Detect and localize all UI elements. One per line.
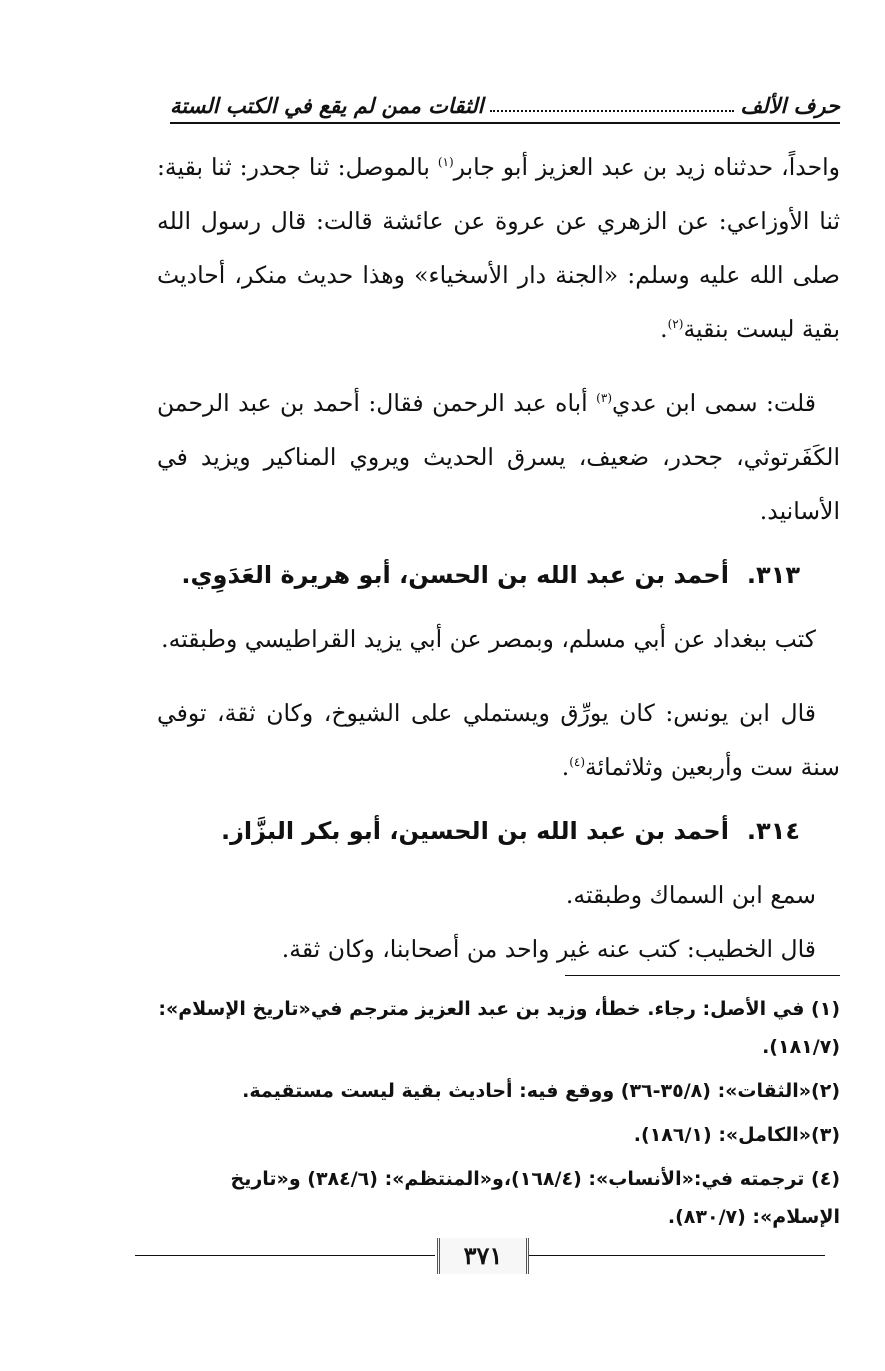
paragraph-1-text-b: بالموصل: ثنا جحدر: ثنا بقية: ثنا الأوزاعي: عن الزهري عن عروة عن عائشة قالت: قال رسول الله صلى الله عليه وسلم: «الجنة دار الأسخياء» وهذا حديث منكر، أحاديث بقية ليست بنقية <box>157 153 840 343</box>
footnote-ref-4: (٤) <box>569 755 586 770</box>
footnote-separator <box>565 975 840 976</box>
footnote-ref-2: (٢) <box>667 317 684 332</box>
footnote-1: (١) في الأصل: رجاء. خطأ، وزيد بن عبد العزيز مترجم في«تاريخ الإسلام»: (١٨١/٧). <box>158 998 840 1058</box>
entry-number: ٣١٣. <box>746 561 800 589</box>
entry-313-line-1: كتب ببغداد عن أبي مسلم، وبمصر عن أبي يزيد القراطيسي وطبقته. <box>161 625 816 653</box>
entry-313-line-2 <box>157 686 840 794</box>
page-number: ٣٧١ <box>437 1238 529 1274</box>
footnote-3: (٣)«الكامل»: (١٨٦/١). <box>633 1124 840 1146</box>
paragraph-1 <box>157 140 840 356</box>
entry-heading-313 <box>157 548 840 602</box>
footnote-2: (٢)«الثقات»: (٣٥/٨-٣٦) ووقع فيه: أحاديث بقية ليست مستقيمة. <box>242 1080 840 1102</box>
bottom-rule-right <box>525 1255 825 1256</box>
paragraph-1-end: . <box>660 315 668 343</box>
paragraph-2-text-b: أباه عبد الرحمن فقال: أحمد بن عبد الرحمن الكَفَرتوثي، جحدر، ضعيف، يسرق الحديث ويروي المناكير ويزيد في الأسانيد. <box>157 389 840 525</box>
footnotes <box>155 990 840 1242</box>
entry-heading-314 <box>157 804 840 858</box>
footnote-ref-1: (١) <box>437 155 454 170</box>
footnote-4: (٤) ترجمته في:«الأنساب»: (١٦٨/٤)،و«المنتظم»: (٣٨٤/٦) و«تاريخ الإسلام»: (٨٣٠/٧). <box>230 1168 840 1228</box>
entry-314-line-2: قال الخطيب: كتب عنه غير واحد من أصحابنا، وكان ثقة. <box>281 935 816 963</box>
header-book-title: الثقات ممن لم يقع في الكتب الستة <box>170 93 484 118</box>
header-dot-leader <box>490 110 735 112</box>
entry-title: أحمد بن عبد الله بن الحسن، أبو هريرة العَدَوِي. <box>181 561 729 589</box>
paragraph-2 <box>157 376 840 538</box>
entry-313-end: . <box>561 753 570 781</box>
main-text <box>157 140 840 976</box>
footnote-ref-3: (٣) <box>596 391 612 406</box>
entry-title: أحمد بن عبد الله بن الحسين، أبو بكر البزَّاز. <box>220 817 729 845</box>
entry-314-line-1: سمع ابن السماك وطبقته. <box>565 881 816 909</box>
entry-number: ٣١٤. <box>746 817 800 845</box>
header-chapter: حرف الألف <box>740 93 840 118</box>
running-header <box>170 84 840 124</box>
entry-313-line-2-text: قال ابن يونس: كان يورِّق ويستملي على الشيوخ، وكان ثقة، توفي سنة ست وأربعين وثلاثمائة <box>157 699 840 781</box>
bottom-rule-left <box>135 1255 435 1256</box>
paragraph-2-text-a: قلت: سمى ابن عدي <box>612 389 816 417</box>
paragraph-1-text-a: واحداً، حدثناه زيد بن عبد العزيز أبو جابر <box>453 153 840 181</box>
